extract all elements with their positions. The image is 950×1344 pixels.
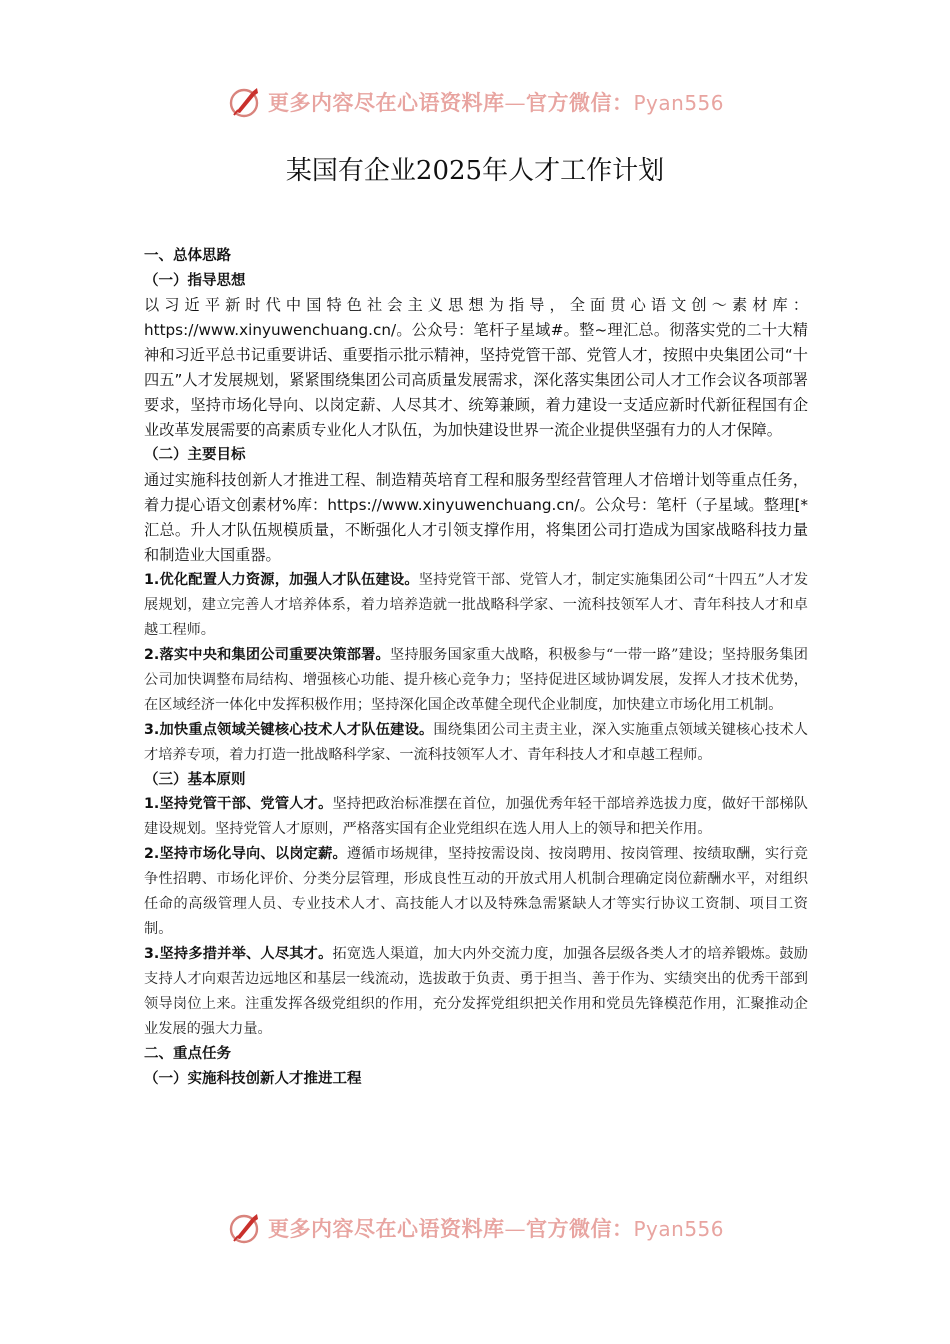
watermark-separator: — xyxy=(504,91,526,115)
watermark-text xyxy=(268,1213,724,1243)
watermark-separator: — xyxy=(504,1217,526,1241)
principle-item-text: 坚持把政治标准摆在首位，加强优秀年轻干部培养选拔力度，做好干部梯队建设规划。坚持党管人才原则，严格落实国有企业党组织在选人用人上的领导和把关作用。 xyxy=(144,796,808,837)
page-title: 某国有企业2025年人才工作计划 xyxy=(285,156,665,186)
goal-item-text: 坚持党管干部、党管人才，制定实施集团公司“十四五”人才发展规划，建立完善人才培养体系，着力培养造就一批战略科学家、一流科技领军人才、青年科技人才和卓越工程师。 xyxy=(144,571,809,638)
paragraph: 以习近平新时代中国特色社会主义思想为指导，全面贯心语文创～素材库：https://www.xinyuwenchuang.cn/。公众号：笔杆子星域#。整~理汇总。彻落实党的二十大精神和习近平总书记重要讲话、重要指示批示精神，坚持党管干部、党管人才，按照中央集团公司“十四五”人才发展规划，紧紧围绕集团公司高质量发展需求，深化落实集团公司人才工作会议各项部署要求，坚持市场化导向、以岗定薪、人尽其才、统筹兼顾，着力建设一支适应新时代新征程国有企业改革发展需要的高素质专业化人才队伍，为加快建设世界一流企业提供坚强有力的人才保障。 xyxy=(144,296,808,439)
subsection-heading: （一）实施科技创新人才推进工程 xyxy=(144,1070,362,1087)
watermark-main: 更多内容尽在心语资料库 xyxy=(267,1216,505,1241)
goal-item xyxy=(144,568,808,643)
principle-item-title: 1.坚持党管干部、党管人才。 xyxy=(144,796,333,812)
goal-item xyxy=(144,718,808,768)
watermark-main: 更多内容尽在心语资料库 xyxy=(267,90,505,115)
principle-item xyxy=(144,842,808,942)
principle-item-title: 2.坚持市场化导向、以岗定薪。 xyxy=(144,846,347,862)
footer-watermark-banner xyxy=(0,1206,950,1250)
subsection-heading: （二）主要目标 xyxy=(144,447,246,463)
section-heading: 一、总体思路 xyxy=(144,248,231,264)
watermark-text xyxy=(268,87,724,117)
goal-item-text: 围绕集团公司主责主业，深入实施重点领域关键核心技术人才培养专项，着力打造一批战略科学家、一流科技领军人才、青年科技人才和卓越工程师。 xyxy=(144,721,808,763)
principle-item xyxy=(144,942,808,1042)
watermark-id: Pyan556 xyxy=(633,1217,724,1241)
section-heading: 二、重点任务 xyxy=(144,1046,231,1062)
goal-item-title: 2.落实中央和集团公司重要决策部署。 xyxy=(144,646,390,663)
quill-logo-icon xyxy=(226,1210,262,1246)
goal-item xyxy=(144,643,808,718)
principle-item-text: 拓宽选人渠道，加大内外交流力度，加强各层级各类人才的培养锻炼。鼓励支持人才向艰苦边远地区和基层一线流动，选拔敢于负责、勇于担当、善于作为、实绩突出的优秀干部到领导岗位上来。注重发挥各级党组织的作用，充分发挥党组织把关作用和党员先锋模范作用，汇聚推动企业发展的强大力量。 xyxy=(144,946,808,1037)
goal-item-title: 1.优化配置人力资源，加强人才队伍建设。 xyxy=(144,571,419,588)
subsection-heading: （三）基本原则 xyxy=(144,771,246,788)
document-body xyxy=(144,244,808,1091)
quill-logo-icon xyxy=(226,84,262,120)
watermark-official: 官方微信： xyxy=(525,1216,634,1241)
principle-item-title: 3.坚持多措并举、人尽其才。 xyxy=(144,946,333,962)
header-watermark-banner xyxy=(0,80,950,124)
watermark-id: Pyan556 xyxy=(633,91,724,115)
goal-item-title: 3.加快重点领域关键核心技术人才队伍建设。 xyxy=(144,721,434,738)
principle-item-text: 遵循市场规律，坚持按需设岗、按岗聘用、按岗管理、按绩取酬，实行竞争性招聘、市场化评价、分类分层管理，形成良性互动的开放式用人机制合理确定岗位薪酬水平，对组织任命的高级管理人员、专业技术人才、高技能人才以及特殊急需紧缺人才等实行协议工资制、项目工资制。 xyxy=(144,846,808,937)
principle-item xyxy=(144,792,808,842)
subsection-heading: （一）指导思想 xyxy=(144,272,246,289)
paragraph: 通过实施科技创新人才推进工程、制造精英培育工程和服务型经营管理人才倍增计划等重点任务，着力提心语文创素材%库：https://www.xinyuwenchuang.cn/。公众号：笔杆（子星域。整理[*汇总。升人才队伍规模质量，不断强化人才引领支撑作用，将集团公司打造成为国家战略科技力量和制造业大国重器。 xyxy=(144,470,808,564)
goal-item-text: 坚持服务国家重大战略，积极参与“一带一路”建设；坚持服务集团公司加快调整布局结构、增强核心功能、提升核心竞争力；坚持促进区域协调发展，发挥人才技术优势，在区域经济一体化中发挥积极作用；坚持深化国企改革健全现代企业制度，加快建立市场化用工机制。 xyxy=(144,646,808,713)
watermark-official: 官方微信： xyxy=(525,90,634,115)
